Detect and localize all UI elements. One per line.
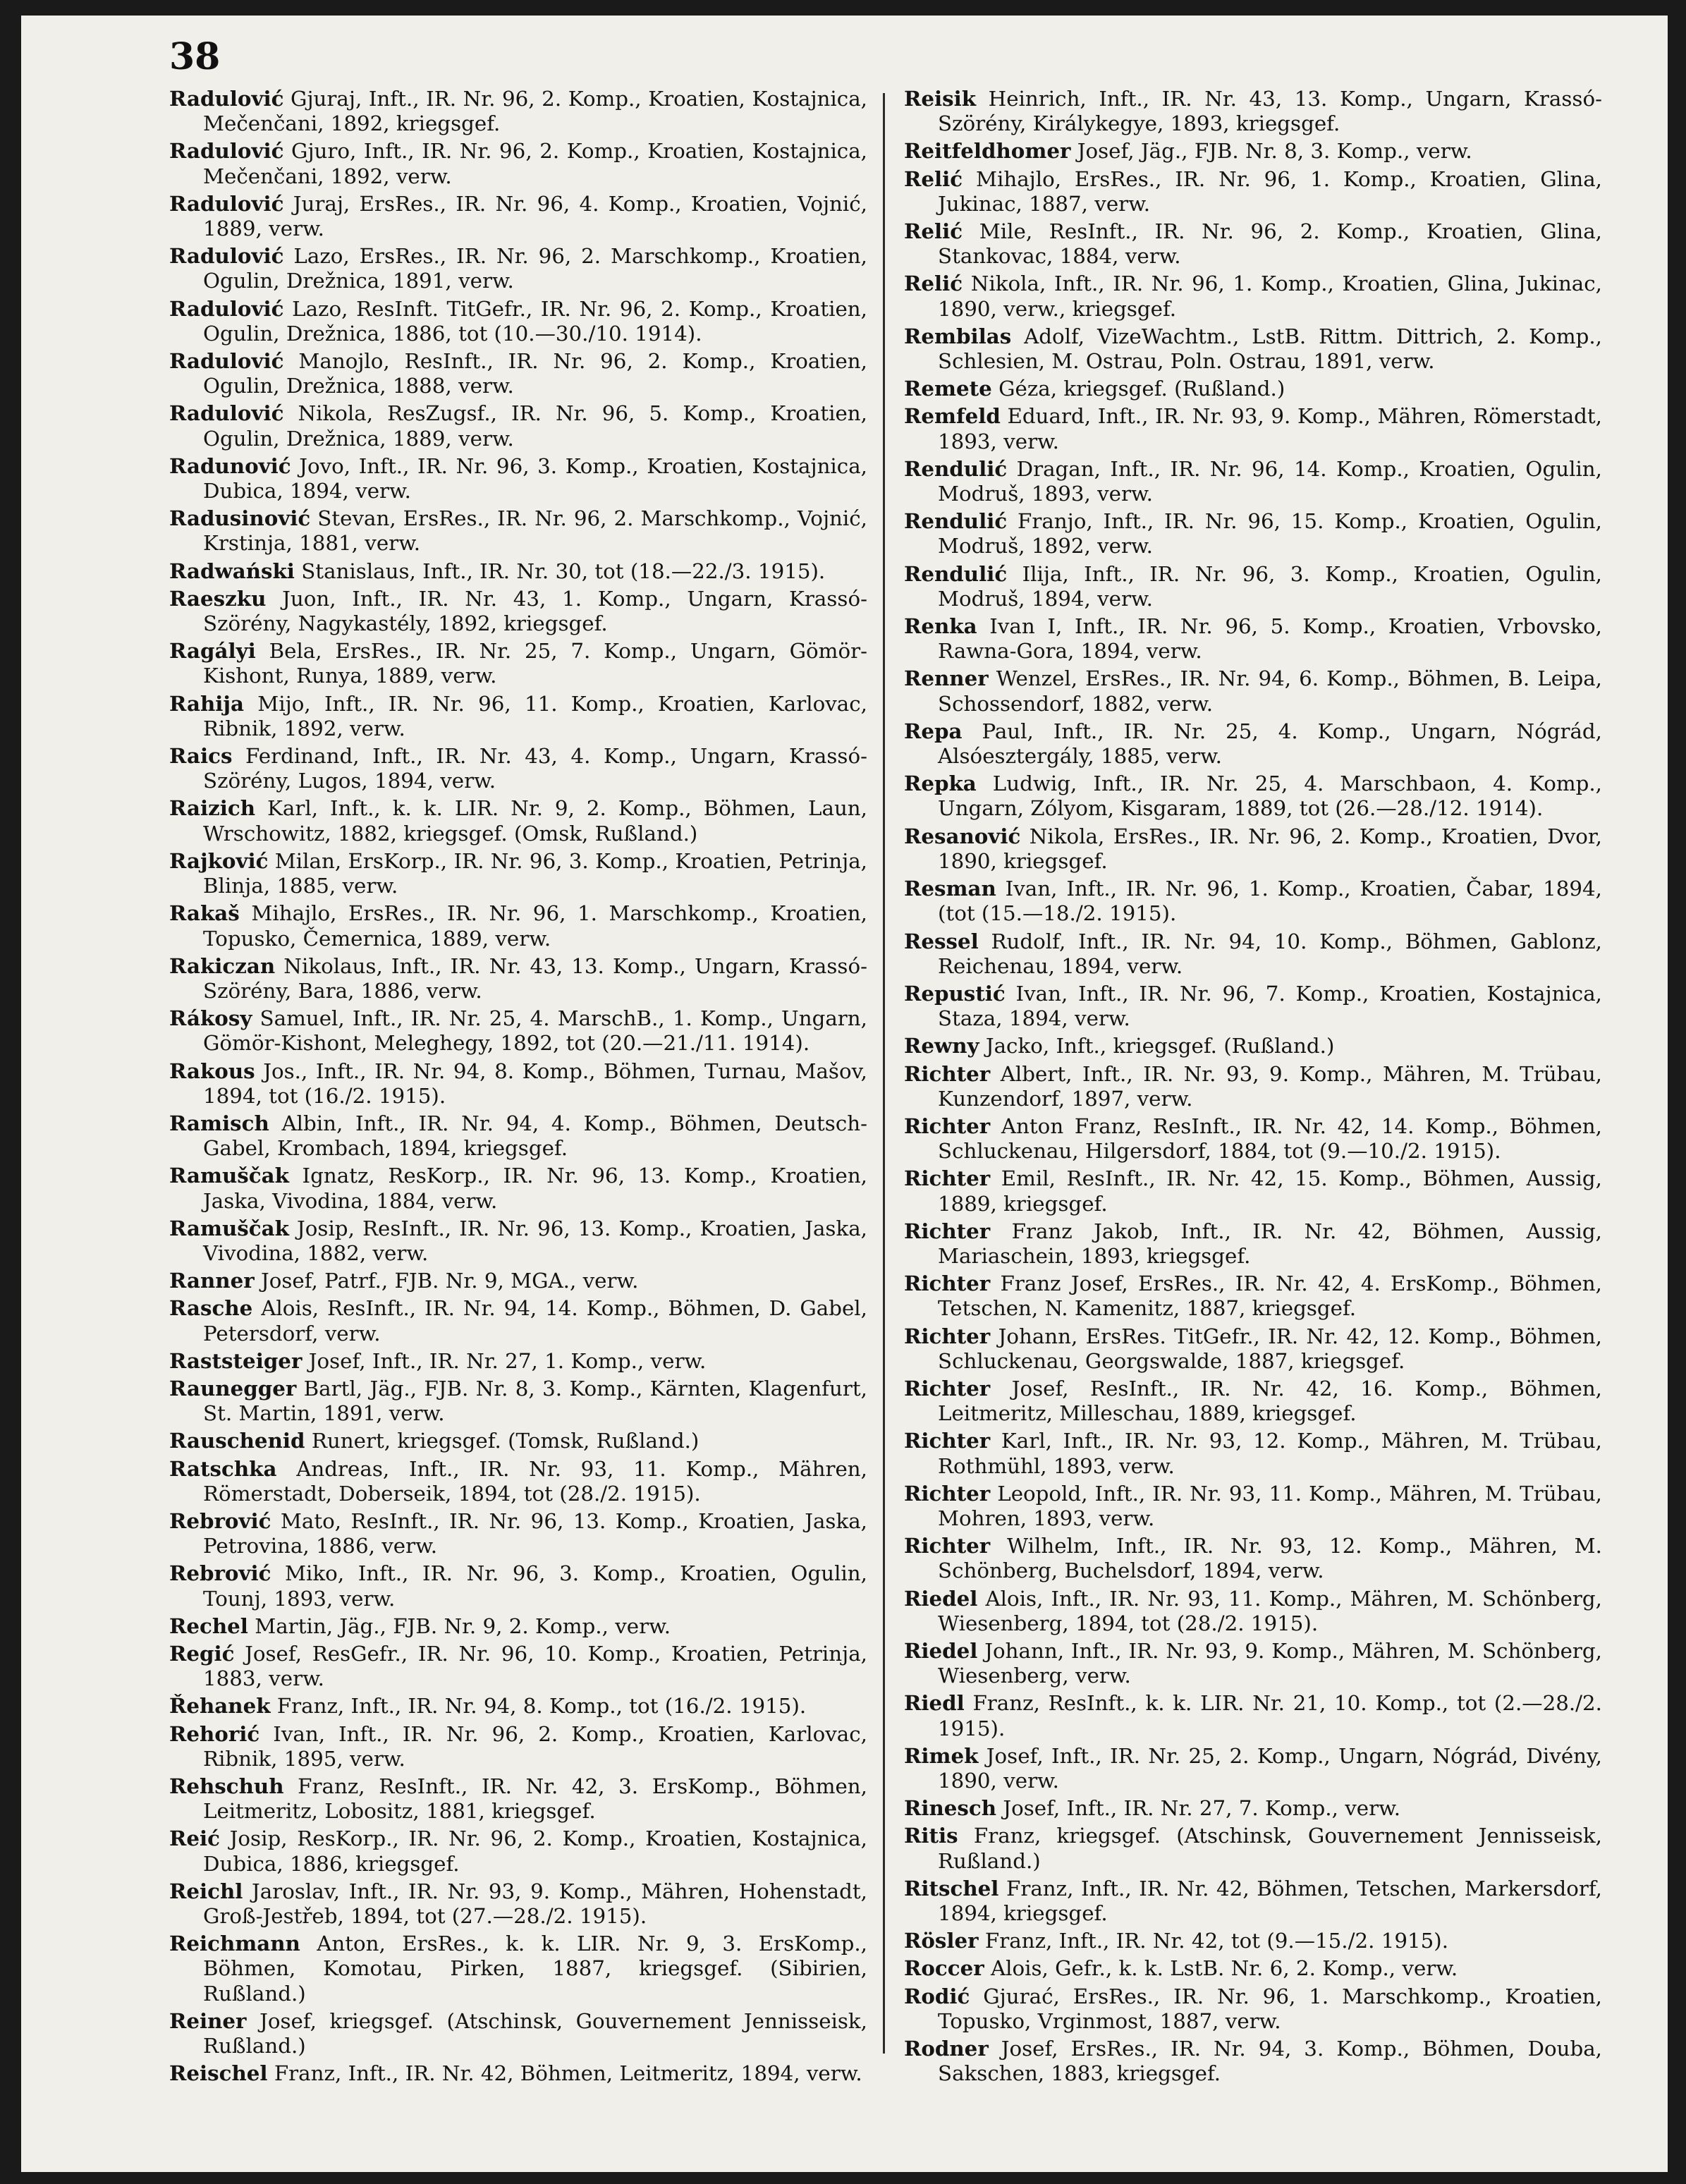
casualty-entry: [904, 271, 1602, 321]
entry-surname: Richter: [904, 1113, 991, 1138]
entry-surname: Rimek: [904, 1743, 979, 1768]
entry-details: Franz, kriegsgef. (Atschinsk, Gouvernement Jennisseisk, Rußland.): [938, 1824, 1602, 1873]
entry-surname: Richter: [904, 1323, 991, 1348]
entry-surname: Rasche: [169, 1295, 253, 1321]
casualty-entry: [169, 453, 867, 504]
casualty-entry: [169, 1561, 867, 1611]
entry-details: Samuel, Inft., IR. Nr. 25, 4. MarschB., 1. Komp., Ungarn, Gömör-Kishont, Meleghegy, 1892, tot (20.—21./11. 1914).: [203, 1006, 867, 1056]
entry-surname: Richter: [904, 1271, 991, 1296]
entry-surname: Reichmann: [169, 1931, 300, 1956]
entry-details: Ferdinand, Inft., IR. Nr. 43, 4. Komp., Ungarn, Krassó-Szörény, Lugos, 1894, verw.: [203, 744, 867, 793]
entry-surname: Rewny: [904, 1033, 979, 1059]
entry-details: Albin, Inft., IR. Nr. 94, 4. Komp., Böhmen, Deutsch-Gabel, Krombach, 1894, kriegsgef.: [203, 1111, 867, 1161]
casualty-entry: [169, 848, 867, 898]
casualty-entry: [169, 401, 867, 451]
entry-details: Juraj, ErsRes., IR. Nr. 96, 4. Komp., Kroatien, Vojnić, 1889, verw.: [203, 191, 867, 241]
entry-details: Manojlo, ResInft., IR. Nr. 96, 2. Komp., Kroatien, Ogulin, Drežnica, 1888, verw.: [203, 349, 867, 398]
entry-details: Nikola, ErsRes., IR. Nr. 96, 2. Komp., Kroatien, Dvor, 1890, kriegsgef.: [938, 824, 1602, 873]
entry-surname: Repka: [904, 771, 977, 796]
entry-details: Gjuro, Inft., IR. Nr. 96, 2. Komp., Kroatien, Kostajnica, Mečenčani, 1892, verw.: [203, 139, 867, 188]
entry-details: Alois, ResInft., IR. Nr. 94, 14. Komp., Böhmen, D. Gabel, Petersdorf, verw.: [203, 1296, 867, 1346]
entry-details: Ludwig, Inft., IR. Nr. 25, 4. Marschbaon, 4. Komp., Ungarn, Zólyom, Kisgaram, 1889, tot (26.—28./12. 1914).: [938, 771, 1602, 821]
casualty-entry: [904, 981, 1602, 1031]
entry-surname: Rakous: [169, 1058, 255, 1083]
entry-surname: Richter: [904, 1166, 991, 1191]
entry-details: Milan, ErsKorp., IR. Nr. 96, 3. Komp., Kroatien, Petrinja, Blinja, 1885, verw.: [203, 848, 867, 898]
entry-surname: Raics: [169, 743, 233, 769]
casualty-entry: [169, 691, 867, 741]
entry-details: Franz, Inft., IR. Nr. 94, 8. Komp., tot (16./2. 1915).: [270, 1694, 807, 1719]
casualty-entry: [904, 1376, 1602, 1426]
casualty-entry: [904, 1928, 1602, 1953]
entry-surname: Richter: [904, 1428, 991, 1453]
entry-details: Rudolf, Inft., IR. Nr. 94, 10. Komp., Böhmen, Gablonz, Reichenau, 1894, verw.: [938, 929, 1602, 978]
entry-surname: Rösler: [904, 1928, 979, 1953]
entry-details: Leopold, Inft., IR. Nr. 93, 11. Komp., Mähren, M. Trübau, Mohren, 1893, verw.: [938, 1481, 1602, 1530]
entry-surname: Řehanek: [169, 1693, 271, 1719]
entry-details: Josef, Inft., IR. Nr. 27, 1. Komp., verw.: [302, 1348, 707, 1373]
entry-surname: Reichl: [169, 1878, 243, 1903]
entry-details: Josip, ResInft., IR. Nr. 96, 13. Komp., Kroatien, Jaska, Vivodina, 1882, verw.: [203, 1216, 867, 1265]
entry-details: Franz, ResInft., IR. Nr. 42, 3. ErsKomp., Böhmen, Leitmeritz, Lobositz, 1881, kriegsgef.: [203, 1774, 867, 1824]
casualty-entry: [904, 219, 1602, 269]
entry-details: Stanislaus, Inft., IR. Nr. 30, tot (18.—22./3. 1915).: [294, 559, 826, 583]
entry-details: Albert, Inft., IR. Nr. 93, 9. Komp., Mähren, M. Trübau, Kunzendorf, 1897, verw.: [938, 1061, 1602, 1111]
entry-details: Wilhelm, Inft., IR. Nr. 93, 12. Komp., Mähren, M. Schönberg, Buchelsdorf, 1894, verw.: [938, 1534, 1602, 1583]
entry-surname: Rauschenid: [169, 1428, 305, 1453]
entry-details: Franz Jakob, Inft., IR. Nr. 42, Böhmen, Aussig, Mariaschein, 1893, kriegsgef.: [938, 1219, 1602, 1268]
entry-details: Ivan, Inft., IR. Nr. 96, 1. Komp., Kroatien, Čabar, 1894, (tot (15.—18./2. 1915).: [938, 877, 1602, 926]
entry-details: Karl, Inft., k. k. LIR. Nr. 9, 2. Komp., Böhmen, Laun, Wrschowitz, 1882, kriegsgef. (Omsk, Rußland.): [203, 796, 867, 846]
entry-details: Eduard, Inft., IR. Nr. 93, 9. Komp., Mähren, Römerstadt, 1893, verw.: [938, 404, 1602, 453]
entry-surname: Radulović: [169, 295, 284, 321]
entry-surname: Radulović: [169, 243, 284, 269]
casualty-entry: [169, 2061, 867, 2086]
entry-surname: Radulović: [169, 138, 284, 164]
entry-details: Josef, ResGefr., IR. Nr. 96, 10. Komp., Kroatien, Petrinja, 1883, verw.: [203, 1641, 867, 1691]
casualty-entry: [904, 1876, 1602, 1926]
entry-surname: Reisik: [904, 86, 977, 111]
entry-details: Mijo, Inft., IR. Nr. 96, 11. Komp., Kroatien, Karlovac, Ribnik, 1892, verw.: [203, 691, 867, 740]
casualty-entry: [904, 376, 1602, 401]
entry-details: Runert, kriegsgef. (Tomsk, Rußland.): [305, 1429, 700, 1453]
entry-details: Franz, Inft., IR. Nr. 42, Böhmen, Tetschen, Markersdorf, 1894, kriegsgef.: [938, 1876, 1602, 1926]
page-number: 38: [169, 35, 221, 78]
casualty-entry: [904, 166, 1602, 216]
casualty-entry: [169, 243, 867, 293]
entry-surname: Reić: [169, 1826, 220, 1851]
entry-surname: Ranner: [169, 1268, 255, 1293]
casualty-entry: [904, 1638, 1602, 1688]
entry-surname: Ratschka: [169, 1456, 277, 1481]
casualty-entry: [169, 86, 867, 136]
entry-details: Emil, ResInft., IR. Nr. 42, 15. Komp., Böhmen, Aussig, 1889, kriegsgef.: [938, 1166, 1602, 1216]
entry-details: Karl, Inft., IR. Nr. 93, 12. Komp., Mähren, M. Trübau, Rothmühl, 1893, verw.: [938, 1429, 1602, 1478]
entry-details: Gjurać, ErsRes., IR. Nr. 96, 1. Marschkomp., Kroatien, Topusko, Vrginmost, 1887, verw.: [938, 1984, 1602, 2033]
entry-surname: Richter: [904, 1061, 991, 1086]
entry-surname: Radulović: [169, 86, 284, 111]
casualty-entry: [169, 1693, 867, 1719]
entry-surname: Roccer: [904, 1956, 984, 1981]
entry-details: Mihajlo, ErsRes., IR. Nr. 96, 1. Komp., Kroatien, Glina, Jukinac, 1887, verw.: [938, 166, 1602, 216]
entry-surname: Renka: [904, 614, 977, 639]
entry-details: Bela, ErsRes., IR. Nr. 25, 7. Komp., Ungarn, Gömör-Kishont, Runya, 1889, verw.: [203, 639, 867, 688]
casualty-entry: [904, 666, 1602, 716]
casualty-entry: [904, 1324, 1602, 1374]
entry-details: Adolf, VizeWachtm., LstB. Rittm. Dittrich, 2. Komp., Schlesien, M. Ostrau, Poln. Ostrau, 1891, verw.: [938, 324, 1602, 374]
casualty-entry: [904, 508, 1602, 559]
casualty-entry: [904, 1428, 1602, 1478]
entry-details: Ignatz, ResKorp., IR. Nr. 96, 13. Komp., Kroatien, Jaska, Vivodina, 1884, verw.: [203, 1164, 867, 1213]
entry-surname: Rákosy: [169, 1006, 252, 1031]
entry-details: Wenzel, ErsRes., IR. Nr. 94, 6. Komp., Böhmen, B. Leipa, Schossendorf, 1882, verw.: [938, 666, 1602, 716]
casualty-entry: [169, 1163, 867, 1213]
entry-surname: Raunegger: [169, 1375, 297, 1401]
entry-details: Martin, Jäg., FJB. Nr. 9, 2. Komp., verw.: [248, 1613, 671, 1638]
casualty-entry: [904, 1061, 1602, 1111]
entry-surname: Riedel: [904, 1637, 978, 1663]
casualty-entry: [169, 1059, 867, 1109]
entry-surname: Ramisch: [169, 1110, 269, 1135]
entry-details: Franz, Inft., IR. Nr. 42, Böhmen, Leitmeritz, 1894, verw.: [267, 2061, 862, 2086]
entry-details: Franz Josef, ErsRes., IR. Nr. 42, 4. ErsKomp., Böhmen, Tetschen, N. Kamenitz, 1887, kriegsgef.: [938, 1271, 1602, 1321]
casualty-entry: [169, 2008, 867, 2058]
casualty-entry: [169, 559, 867, 584]
entry-surname: Raizich: [169, 795, 256, 821]
casualty-entry: [904, 1533, 1602, 1583]
casualty-entry: [169, 1826, 867, 1876]
entry-details: Jovo, Inft., IR. Nr. 96, 3. Komp., Kroatien, Kostajnica, Dubica, 1894, verw.: [203, 453, 867, 504]
entry-details: Jos., Inft., IR. Nr. 94, 8. Komp., Böhmen, Turnau, Mašov, 1894, tot (16./2. 1915).: [203, 1059, 867, 1108]
entry-details: Josef, Jäg., FJB. Nr. 8, 3. Komp., verw.: [1070, 139, 1472, 164]
entry-surname: Ritschel: [904, 1875, 999, 1901]
entry-details: Johann, Inft., IR. Nr. 93, 9. Komp., Mähren, M. Schönberg, Wiesenberg, verw.: [938, 1638, 1602, 1688]
column-divider: [883, 93, 885, 2054]
entry-surname: Reischel: [169, 2061, 268, 2086]
entry-surname: Rodić: [904, 1983, 970, 2008]
entry-details: Mato, ResInft., IR. Nr. 96, 13. Komp., Kroatien, Jaska, Petrovina, 1886, verw.: [203, 1508, 867, 1558]
casualty-entry: [169, 638, 867, 688]
entry-surname: Radulović: [169, 348, 284, 374]
entry-details: Franz, ResInft., k. k. LIR. Nr. 21, 10. Komp., tot (2.—28./2. 1915).: [938, 1691, 1602, 1740]
entry-surname: Relić: [904, 219, 963, 244]
entry-details: Josef, Inft., IR. Nr. 25, 2. Komp., Ungarn, Nógrád, Divény, 1890, verw.: [938, 1743, 1602, 1793]
casualty-entry: [169, 348, 867, 398]
casualty-entry: [904, 1823, 1602, 1873]
entry-surname: Rinesch: [904, 1795, 997, 1821]
entry-surname: Resanović: [904, 823, 1021, 848]
entry-details: Mile, ResInft., IR. Nr. 96, 2. Komp., Kroatien, Glina, Stankovac, 1884, verw.: [938, 219, 1602, 269]
casualty-entry: [169, 1268, 867, 1293]
casualty-entry: [169, 1111, 867, 1161]
casualty-entry: [169, 1879, 867, 1929]
entry-surname: Richter: [904, 1480, 991, 1506]
entry-surname: Riedel: [904, 1585, 978, 1611]
casualty-entry: [904, 1481, 1602, 1531]
casualty-entry: [169, 586, 867, 636]
entry-surname: Rendulić: [904, 456, 1008, 481]
entry-details: Heinrich, Inft., IR. Nr. 43, 13. Komp., Ungarn, Krassó-Szörény, Királykegye, 1893, kriegsgef.: [938, 87, 1602, 136]
casualty-entry: [169, 1721, 867, 1771]
entry-surname: Raeszku: [169, 585, 267, 611]
entry-surname: Rechel: [169, 1613, 248, 1638]
document-page: [21, 16, 1668, 2172]
entry-details: Mihajlo, ErsRes., IR. Nr. 96, 1. Marschkomp., Kroatien, Topusko, Čemernica, 1889, verw.: [203, 901, 867, 951]
casualty-entry: [904, 2036, 1602, 2086]
entry-details: Ivan I, Inft., IR. Nr. 96, 5. Komp., Kroatien, Vrbovsko, Rawna-Gora, 1894, verw.: [938, 614, 1602, 664]
casualty-entry: [169, 1456, 867, 1506]
entry-details: Alois, Inft., IR. Nr. 93, 11. Komp., Mähren, M. Schönberg, Wiesenberg, 1894, tot (28./2. 1915).: [938, 1586, 1602, 1635]
entry-details: Géza, kriegsgef. (Rußland.): [991, 377, 1285, 401]
entry-surname: Rebrović: [169, 1561, 271, 1586]
entry-details: Bartl, Jäg., FJB. Nr. 8, 3. Komp., Kärnten, Klagenfurt, St. Martin, 1891, verw.: [203, 1376, 867, 1426]
entry-surname: Radunović: [169, 453, 291, 478]
casualty-entry: [904, 614, 1602, 664]
entry-details: Stevan, ErsRes., IR. Nr. 96, 2. Marschkomp., Vojnić, Krstinja, 1881, verw.: [203, 506, 867, 556]
entry-surname: Ragályi: [169, 638, 256, 664]
entry-surname: Reiner: [169, 2008, 247, 2033]
entry-details: Johann, ErsRes. TitGefr., IR. Nr. 42, 12. Komp., Böhmen, Schluckenau, Georgswalde, 1887, kriegsgef.: [938, 1324, 1602, 1373]
casualty-entry: [904, 1219, 1602, 1269]
entry-surname: Resman: [904, 876, 996, 901]
casualty-entry: [904, 1956, 1602, 1981]
casualty-entry: [169, 1931, 867, 2006]
entry-details: Josef, Inft., IR. Nr. 27, 7. Komp., verw.: [996, 1796, 1401, 1821]
casualty-entry: [904, 1984, 1602, 2034]
entry-details: Josef, Patrf., FJB. Nr. 9, MGA., verw.: [254, 1269, 639, 1293]
entry-surname: Ressel: [904, 928, 979, 953]
casualty-entry: [904, 1114, 1602, 1164]
casualty-entry: [169, 1006, 867, 1056]
entry-details: Ivan, Inft., IR. Nr. 96, 2. Komp., Kroatien, Karlovac, Ribnik, 1895, verw.: [203, 1721, 867, 1771]
entry-surname: Regić: [169, 1640, 235, 1666]
entry-details: Andreas, Inft., IR. Nr. 93, 11. Komp., Mähren, Römerstadt, Doberseik, 1894, tot (28./2. 1915).: [203, 1456, 867, 1506]
entry-details: Lazo, ErsRes., IR. Nr. 96, 2. Marschkomp., Kroatien, Ogulin, Drežnica, 1891, verw.: [203, 244, 867, 293]
entry-details: Franjo, Inft., IR. Nr. 96, 15. Komp., Kroatien, Ogulin, Modruš, 1892, verw.: [938, 509, 1602, 559]
casualty-entry: [169, 1216, 867, 1266]
casualty-entry: [904, 771, 1602, 821]
entry-surname: Rebrović: [169, 1508, 271, 1533]
casualty-entry: [904, 1690, 1602, 1740]
casualty-entry: [904, 1795, 1602, 1821]
entry-surname: Richter: [904, 1375, 991, 1401]
casualty-entry: [904, 561, 1602, 611]
entry-details: Paul, Inft., IR. Nr. 25, 4. Komp., Ungarn, Nógrád, Alsóesztergály, 1885, verw.: [938, 719, 1602, 769]
casualty-entry: [904, 929, 1602, 979]
entry-details: Ilija, Inft., IR. Nr. 96, 3. Komp., Kroatien, Ogulin, Modruš, 1894, verw.: [938, 561, 1602, 611]
entry-details: Nikolaus, Inft., IR. Nr. 43, 13. Komp., Ungarn, Krassó-Szörény, Bara, 1886, verw.: [203, 953, 867, 1003]
entry-surname: Richter: [904, 1533, 991, 1558]
entry-details: Miko, Inft., IR. Nr. 96, 3. Komp., Kroatien, Ogulin, Tounj, 1893, verw.: [203, 1561, 867, 1611]
entry-surname: Rakiczan: [169, 953, 276, 978]
entry-surname: Relić: [904, 166, 963, 191]
casualty-entry: [169, 296, 867, 346]
casualty-entry: [169, 1641, 867, 1691]
casualty-entry: [904, 824, 1602, 874]
entry-surname: Rehschuh: [169, 1774, 284, 1798]
entry-surname: Rajković: [169, 848, 269, 873]
entry-details: Jacko, Inft., kriegsgef. (Rußland.): [979, 1034, 1335, 1059]
entry-surname: Remfeld: [904, 403, 1001, 429]
entry-surname: Radulović: [169, 401, 284, 426]
casualty-entry: [169, 138, 867, 188]
entry-surname: Ramuščak: [169, 1163, 289, 1188]
entry-surname: Richter: [904, 1218, 991, 1243]
casualty-entry: [904, 1271, 1602, 1321]
casualty-entry: [169, 1376, 867, 1426]
casualty-entry: [169, 1774, 867, 1824]
entry-details: Nikola, Inft., IR. Nr. 96, 1. Komp., Kroatien, Glina, Jukinac, 1890, verw., kriegsgef.: [938, 272, 1602, 321]
entry-details: Anton Franz, ResInft., IR. Nr. 42, 14. Komp., Böhmen, Schluckenau, Hilgersdorf, 1884, tot (9.—10./2. 1915).: [938, 1114, 1602, 1164]
entry-surname: Reitfeldhomer: [904, 138, 1071, 164]
entry-surname: Rendulić: [904, 508, 1008, 534]
entry-details: Josef, kriegsgef. (Atschinsk, Gouvernement Jennisseisk, Rußland.): [203, 2008, 867, 2058]
casualty-entry: [169, 1348, 867, 1374]
entry-surname: Ritis: [904, 1823, 958, 1848]
casualty-entry: [169, 191, 867, 241]
entry-details: Alois, Gefr., k. k. LstB. Nr. 6, 2. Komp., verw.: [984, 1956, 1458, 1981]
casualty-entry: [904, 456, 1602, 506]
entry-surname: Rahija: [169, 690, 245, 716]
entry-details: Lazo, ResInft. TitGefr., IR. Nr. 96, 2. Komp., Kroatien, Ogulin, Drežnica, 1886, tot (10.—30./10. 1914).: [203, 296, 867, 346]
entry-surname: Riedl: [904, 1690, 965, 1716]
casualty-entry: [904, 138, 1602, 164]
entry-details: Josef, ErsRes., IR. Nr. 94, 3. Komp., Böhmen, Douba, Sakschen, 1883, kriegsgef.: [938, 2037, 1602, 2086]
entry-surname: Rehorić: [169, 1721, 260, 1746]
entry-details: Dragan, Inft., IR. Nr. 96, 14. Komp., Kroatien, Ogulin, Modruš, 1893, verw.: [938, 456, 1602, 506]
entry-details: Franz, Inft., IR. Nr. 42, tot (9.—15./2. 1915).: [978, 1929, 1449, 1953]
entry-surname: Rembilas: [904, 323, 1012, 348]
casualty-entry: [904, 403, 1602, 453]
entry-surname: Rakaš: [169, 901, 240, 926]
entry-surname: Rendulić: [904, 561, 1008, 586]
casualty-entry: [904, 1586, 1602, 1636]
entry-details: Gjuraj, Inft., IR. Nr. 96, 2. Komp., Kroatien, Kostajnica, Mečenčani, 1892, kriegsgef.: [203, 87, 867, 136]
casualty-entry: [169, 1428, 867, 1453]
entry-surname: Radwański: [169, 558, 295, 583]
casualty-entry: [904, 719, 1602, 769]
casualty-entry: [169, 506, 867, 556]
casualty-entry: [169, 1508, 867, 1558]
casualty-entry: [904, 86, 1602, 136]
left-column: [169, 86, 867, 2088]
entry-details: Jaroslav, Inft., IR. Nr. 93, 9. Komp., Mähren, Hohenstadt, Groß-Jestřeb, 1894, tot (27.—28./2. 1915).: [203, 1879, 867, 1929]
entry-details: Josip, ResKorp., IR. Nr. 96, 2. Komp., Kroatien, Kostajnica, Dubica, 1886, kriegsgef.: [203, 1826, 867, 1876]
casualty-entry: [169, 795, 867, 846]
casualty-entry: [904, 876, 1602, 926]
casualty-entry: [904, 324, 1602, 374]
entry-surname: Rodner: [904, 2036, 989, 2061]
entry-surname: Repustić: [904, 980, 1006, 1006]
entry-details: Nikola, ResZugsf., IR. Nr. 96, 5. Komp., Kroatien, Ogulin, Drežnica, 1889, verw.: [203, 401, 867, 451]
casualty-entry: [904, 1743, 1602, 1793]
entry-surname: Repa: [904, 718, 963, 743]
casualty-entry: [904, 1166, 1602, 1216]
entry-surname: Relić: [904, 271, 963, 296]
casualty-entry: [904, 1033, 1602, 1059]
casualty-entry: [169, 901, 867, 951]
entry-details: Ivan, Inft., IR. Nr. 96, 7. Komp., Kroatien, Kostajnica, Staza, 1894, verw.: [938, 981, 1602, 1031]
entry-details: Juon, Inft., IR. Nr. 43, 1. Komp., Ungarn, Krassó-Szörény, Nagykastély, 1892, kriegsgef.: [203, 586, 867, 636]
entry-surname: Remete: [904, 376, 992, 401]
casualty-entry: [169, 1613, 867, 1639]
entry-details: Josef, ResInft., IR. Nr. 42, 16. Komp., Böhmen, Leitmeritz, Milleschau, 1889, kriegsgef.: [938, 1376, 1602, 1426]
casualty-entry: [169, 743, 867, 793]
casualty-entry: [169, 1295, 867, 1346]
entry-surname: Radusinović: [169, 506, 311, 531]
entry-surname: Radulović: [169, 190, 284, 216]
entry-surname: Renner: [904, 666, 989, 691]
entry-surname: Raststeiger: [169, 1348, 303, 1373]
entry-surname: Ramuščak: [169, 1215, 289, 1240]
right-column: [904, 86, 1602, 2088]
entry-details: Anton, ErsRes., k. k. LIR. Nr. 9, 3. ErsKomp., Böhmen, Komotau, Pirken, 1887, kriegsgef. (Sibirien, Rußland.): [203, 1932, 867, 2006]
casualty-entry: [169, 953, 867, 1003]
